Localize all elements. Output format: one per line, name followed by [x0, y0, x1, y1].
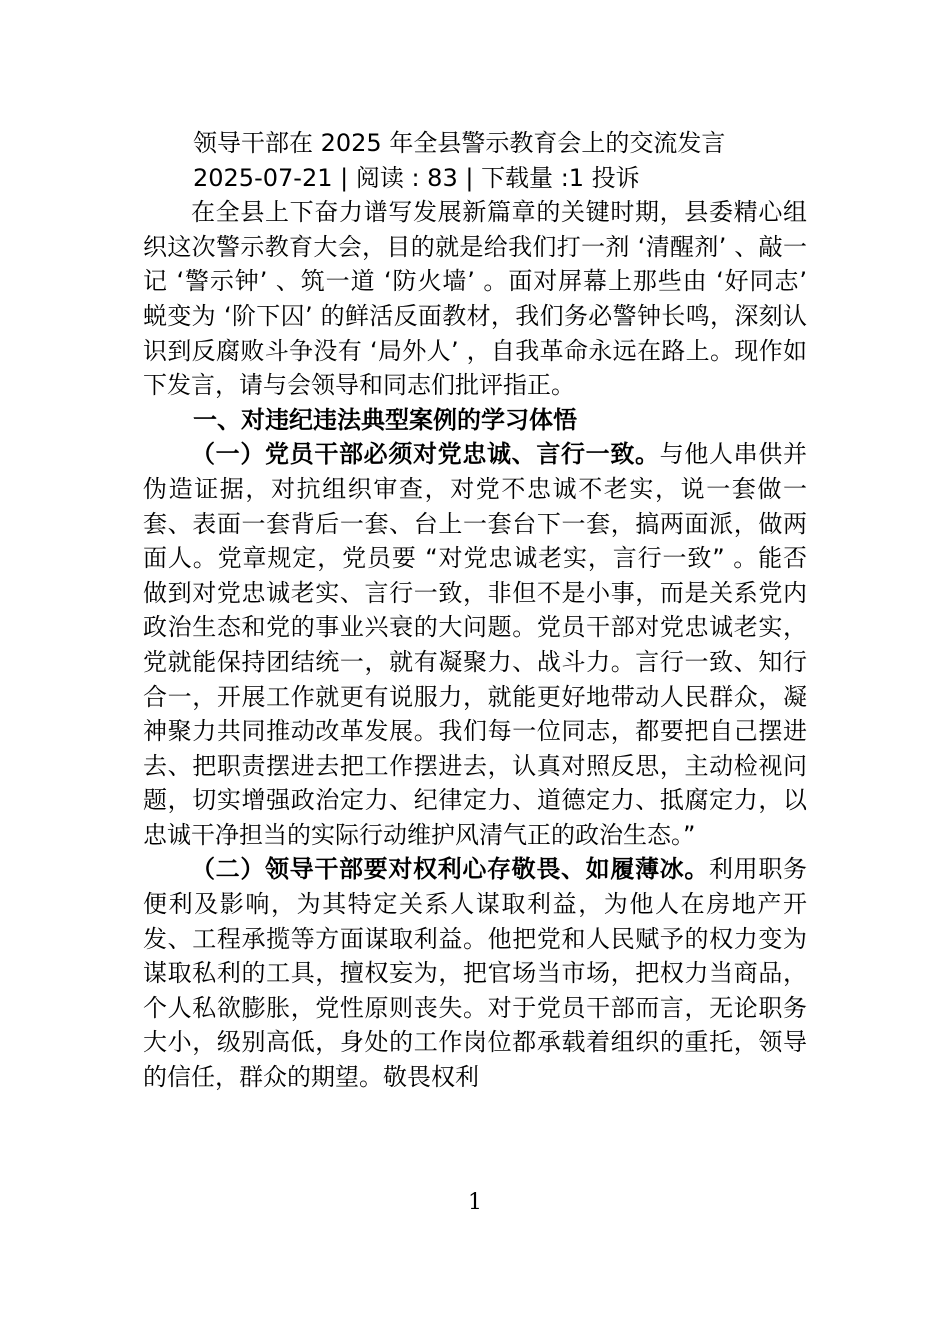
subsection-lead: （一）党员干部必须对党忠诚、言行一致。: [191, 440, 660, 469]
subsection-lead: （二）领导干部要对权利心存敬畏、如履薄冰。: [191, 855, 709, 884]
document-title: 领导干部在 2025 年全县警示教育会上的交流发言: [193, 129, 726, 157]
publish-date: 2025-07-21: [193, 163, 333, 192]
page-number: 1: [468, 1190, 482, 1215]
meta-separator: |: [332, 163, 356, 192]
meta-separator: |: [457, 163, 482, 192]
document-meta: [143, 161, 807, 196]
document-body: [143, 126, 807, 1095]
section-heading: 一、对违纪违法典型案例的学习体悟: [193, 405, 577, 434]
read-count: 阅读 : 83: [355, 163, 458, 192]
intro-paragraph: 在全县上下奋力谱写发展新篇章的关键时期，县委精心组织这次警示教育大会，目的就是给我们打一剂 ‘清醒剂’ 、敲一记 ‘警示钟’ 、筑一道 ‘防火墙’ 。面对屏幕上那些由 ‘好同志’ 蜕变为 ‘阶下囚’ 的鲜活反面教材，我们务必警钟长鸣，深刻认识到反腐败斗争没有 ‘局外人’ ，自我革命永远在路上。现作如下发言，请与会领导和同志们批评指正。: [143, 198, 807, 400]
body-paragraph: [143, 437, 807, 852]
complaint-link[interactable]: 投诉: [584, 163, 640, 192]
paragraph-text: 与他人串供并伪造证据，对抗组织审查，对党不忠诚不老实，说一套做一套、表面一套背后一套、台上一套台下一套，搞两面派，做两面人。党章规定，党员要 “对党忠诚老实，言行一致” 。能否做到对党忠诚老实、言行一致，非但不是小事，而是关系党内政治生态和党的事业兴衰的大问题。党员干部对党忠诚老实，党就能保持团结统一，就有凝聚力、战斗力。言行一致、知行合一，开展工作就更有说服力，就能更好地带动人民群众，凝神聚力共同推动改革发展。我们每一位同志，都要把自己摆进去、把职责摆进去把工作摆进去，认真对照反思，主动检视问题，切实增强政治定力、纪律定力、道德定力、抵腐定力，以忠诚干净担当的实际行动维护风清气正的政治生态。”: [143, 440, 808, 849]
body-paragraph: [143, 852, 807, 1094]
paragraph-text: 利用职务便利及影响，为其特定关系人谋取利益，为他人在房地产开发、工程承揽等方面谋取利益。他把党和人民赋予的权力变为谋取私利的工具，擅权妄为，把官场当市场，把权力当商品，个人私欲膨胀，党性原则丧失。对于党员干部而言，无论职务大小，级别高低，身处的工作岗位都承载着组织的重托，领导的信任，群众的期望。敬畏权利: [143, 855, 807, 1092]
download-count: 下载量 :1: [481, 163, 585, 192]
